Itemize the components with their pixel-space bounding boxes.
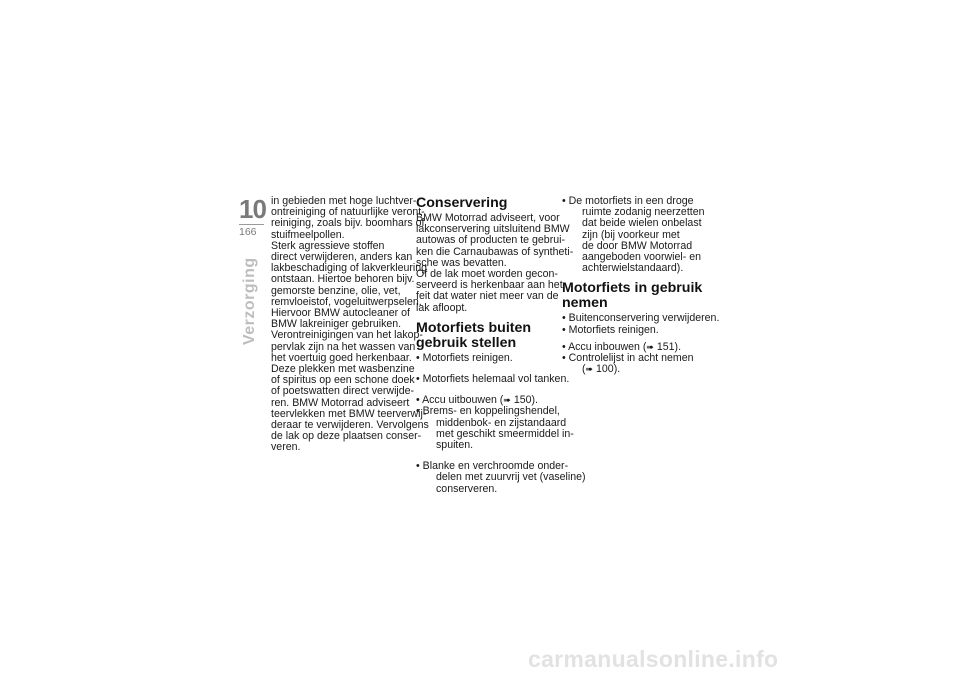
text-line: serveerd is herkenbaar aan het (416, 279, 563, 292)
column-1 (271, 195, 429, 454)
text-line: of poetswatten direct verwijde- (271, 385, 415, 398)
list-item: • Blanke en verchroomde onder- delen met zuurvrij vet (vaseline) conserveren. (416, 460, 586, 495)
text-line: lakbeschadiging of lakverkleuring (271, 262, 428, 275)
page-reference-arrow-icon: ➠ (646, 341, 654, 352)
text-line: de lak op deze plaatsen conser- (271, 430, 422, 443)
chapter-number: 10 (239, 194, 266, 224)
watermark: carmanualsonline.info (528, 646, 779, 672)
chapter-tab (239, 196, 264, 238)
list-item: • Accu inbouwen (➠ 151). (562, 340, 682, 353)
heading-in-gebruik-line2: nemen (562, 295, 608, 312)
text-line: in gebieden met hoge luchtver- (271, 195, 417, 207)
text-line: Sterk agressieve stoffen (271, 239, 385, 252)
text-line: Hiervoor BMW autocleaner of (271, 307, 410, 320)
text-line: ontstaan. Hiertoe behoren bijv. (271, 273, 415, 286)
page-number: 166 (239, 224, 264, 238)
text-line: Of de lak moet worden gecon- (416, 268, 558, 281)
text-line: feit dat water niet meer van de (416, 290, 559, 303)
text-line: autowas of producten te gebrui- (416, 234, 565, 247)
list-item: • De motorfiets in een droge ruimte zodanig neerzetten dat beide wielen onbelast zijn (bij voorkeur met de door BMW Motorrad aangeboden voorwiel- en achterwielstandaard). (562, 195, 705, 275)
text-line: veren. (271, 441, 301, 454)
list-item: • Brems- en koppelingshendel, middenbok- en zijstandaard met geschikt smeermiddel in- spuiten. (416, 405, 574, 452)
list-item: • Motorfiets helemaal vol tanken. (416, 373, 570, 386)
text-line: stuifmeelpollen. (271, 228, 345, 241)
text-line: lakconservering uitsluitend BMW (416, 223, 570, 236)
column-3 (562, 195, 720, 376)
page-reference-arrow-icon: ➠ (585, 364, 594, 375)
text-line: BMW Motorrad adviseert, voor (416, 212, 560, 224)
text-line: direct verwijderen, anders kan (271, 251, 413, 264)
heading-buiten-gebruik-line2: gebruik stellen (416, 334, 517, 351)
list-item: • Accu uitbouwen (➠ 150). (416, 394, 538, 407)
text-line: ren. BMW Motorrad adviseert (271, 396, 410, 409)
text-line: gemorste benzine, olie, vet, (271, 284, 401, 297)
list-item: • Motorfiets reinigen. (562, 323, 659, 336)
text-line: reiniging, zoals bijv. boomhars of (271, 217, 425, 230)
heading-in-gebruik-line1: Motorfiets in gebruik (562, 280, 703, 297)
text-line: of spiritus op een schone doek (271, 374, 415, 387)
text-line: remvloeistof, vogeluitwerpselen. (271, 295, 422, 308)
text-line: BMW lakreiniger gebruiken. (271, 318, 402, 331)
text-line: ontreiniging of natuurlijke veront- (271, 206, 425, 219)
list-item: • Motorfiets reinigen. (416, 351, 513, 364)
heading-buiten-gebruik-line1: Motorfiets buiten (416, 319, 532, 336)
list-item: • Buitenconservering verwijderen. (562, 312, 720, 325)
text-line: sche was bevatten. (416, 256, 507, 269)
list-item: • Controlelijst in acht nemen (➠ 100). (562, 352, 694, 376)
text-line: lak afloopt. (416, 301, 468, 314)
text-line: Deze plekken met wasbenzine (271, 363, 415, 376)
section-title-vertical: Verzorging (241, 257, 258, 345)
text-line: Verontreinigingen van het lakop- (271, 329, 423, 342)
text-line: ken die Carnaubawas of syntheti- (416, 245, 574, 258)
conservering-paragraph (416, 212, 574, 314)
text-line: teervlekken met BMW teerverwij- (271, 407, 427, 420)
page-reference-arrow-icon: ➠ (503, 395, 511, 406)
text-line: het voertuig goed herkenbaar. (271, 351, 412, 364)
text-line: deraar te verwijderen. Vervolgens (271, 419, 429, 432)
heading-conservering: Conservering (416, 195, 508, 211)
text-line: pervlak zijn na het wassen van (271, 340, 416, 353)
